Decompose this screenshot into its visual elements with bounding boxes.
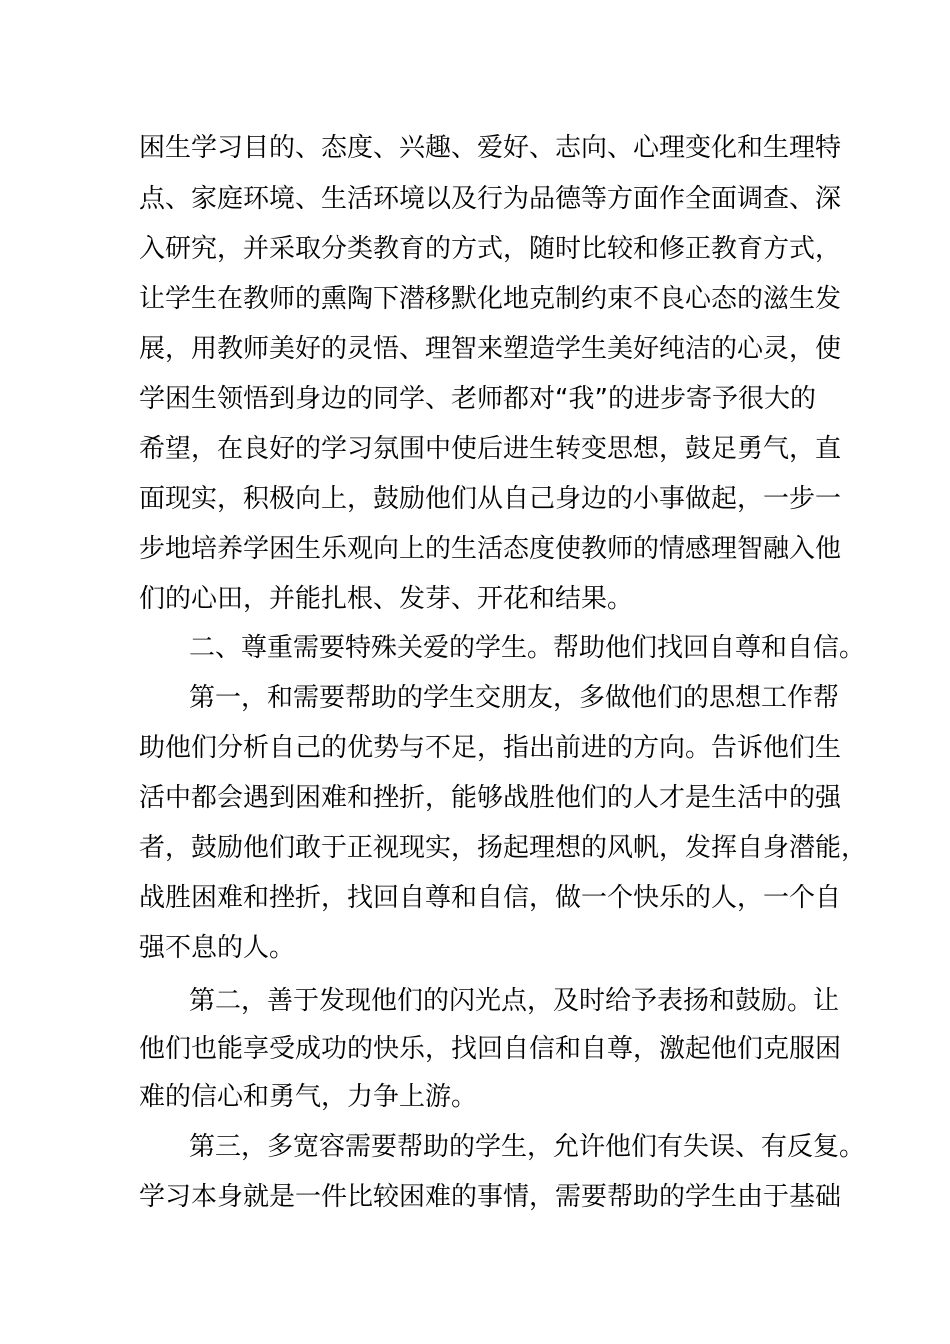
body-text-line: 展，用教师美好的灵悟、理智来塑造学生美好纯洁的心灵，使	[139, 334, 842, 364]
body-text-line: 助他们分析自己的优势与不足，指出前进的方向。告诉他们生	[139, 733, 842, 763]
body-text-line: 活中都会遇到困难和挫折，能够战胜他们的人才是生活中的强	[139, 783, 842, 813]
paragraph-first-line: 第二，善于发现他们的闪光点，及时给予表扬和鼓励。让	[189, 986, 840, 1016]
body-text-line: 面现实，积极向上，鼓励他们从自己身边的小事做起，一步一	[139, 484, 842, 514]
body-text-line: 让学生在教师的熏陶下潜移默化地克制约束不良心态的滋生发	[139, 284, 842, 314]
body-text-line: 战胜困难和挫折，找回自尊和自信，做一个快乐的人，一个自	[139, 883, 842, 913]
section-heading: 二、尊重需要特殊关爱的学生。帮助他们找回自尊和自信。	[189, 633, 866, 663]
body-text-line: 学习本身就是一件比较困难的事情，需要帮助的学生由于基础	[139, 1182, 842, 1212]
body-text-line: 入研究，并采取分类教育的方式，随时比较和修正教育方式，	[139, 234, 842, 264]
body-text-line: 者，鼓励他们敢于正视现实，扬起理想的风帆，发挥自身潜能，	[139, 833, 868, 863]
body-text-line: 们的心田，并能扎根、发芽、开花和结果。	[139, 584, 634, 614]
paragraph-first-line: 第一，和需要帮助的学生交朋友，多做他们的思想工作帮	[189, 683, 840, 713]
body-text-line: 步地培养学困生乐观向上的生活态度使教师的情感理智融入他	[139, 534, 842, 564]
paragraph-first-line: 第三，多宽容需要帮助的学生，允许他们有失误、有反复。	[189, 1132, 866, 1162]
body-text-line: 难的信心和勇气，力争上游。	[139, 1082, 478, 1112]
body-text-line: 他们也能享受成功的快乐，找回自信和自尊，激起他们克服困	[139, 1034, 842, 1064]
body-text-line: 困生学习目的、态度、兴趣、爱好、志向、心理变化和生理特	[139, 133, 842, 163]
body-text-line: 希望，在良好的学习氛围中使后进生转变思想，鼓足勇气，直	[139, 434, 842, 464]
body-text-line: 强不息的人。	[139, 933, 296, 963]
body-text-line: 学困生领悟到身边的同学、老师都对“我”的进步寄予很大的	[139, 384, 816, 414]
body-text-line: 点、家庭环境、生活环境以及行为品德等方面作全面调查、深	[139, 184, 842, 214]
